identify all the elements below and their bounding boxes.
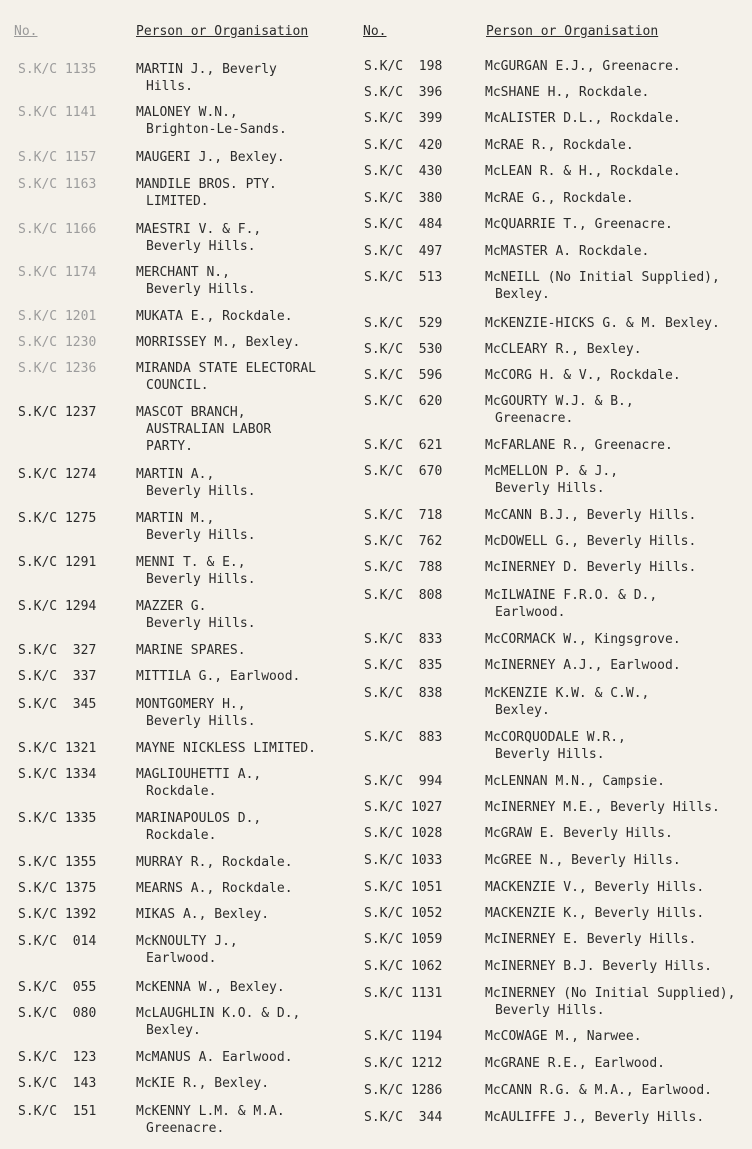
entry-name: McAULIFFE J., Beverly Hills. [485,1110,705,1125]
entry-number: S.K/C 1141 [18,105,97,120]
entry-name: McGREE N., Beverly Hills. [485,853,681,868]
entry-number: S.K/C 808 [364,588,443,603]
entry-name: McINERNEY (No Initial Supplied), [485,986,736,1001]
entry-number: S.K/C 1166 [18,222,97,237]
entry-name: MUKATA E., Rockdale. [136,309,293,324]
entry-name-continued: Beverly Hills. [146,239,256,254]
entry-name-continued: Beverly Hills. [146,714,256,729]
entry-number: S.K/C 151 [18,1104,97,1119]
entry-number: S.K/C 1286 [364,1083,443,1098]
entry-name-continued: Beverly Hills. [495,747,605,762]
entry-name: McCOWAGE M., Narwee. [485,1029,642,1044]
entry-name: MITTILA G., Earlwood. [136,669,301,684]
entry-number: S.K/C 1157 [18,150,97,165]
entry-name: MACKENZIE K., Beverly Hills. [485,906,705,921]
entry-name-continued: Greenacre. [495,411,574,426]
entry-name: McCLEARY R., Bexley. [485,342,642,357]
entry-name: MASCOT BRANCH, [136,405,246,420]
entry-name: McGURGAN E.J., Greenacre. [485,59,681,74]
entry-number: S.K/C 143 [18,1076,97,1091]
entry-name: McCANN R.G. & M.A., Earlwood. [485,1083,712,1098]
entry-name: McKNOULTY J., [136,934,238,949]
entry-name: MONTGOMERY H., [136,697,246,712]
entry-number: S.K/C 1212 [364,1056,443,1071]
left-header-no: No. [14,24,38,39]
entry-number: S.K/C 380 [364,191,443,206]
entry-name: MAZZER G. [136,599,207,614]
entry-name: McNEILL (No Initial Supplied), [485,270,720,285]
entry-number: S.K/C 1028 [364,826,443,841]
entry-name-continued: Beverly Hills. [146,572,256,587]
right-header-no: No. [363,24,387,39]
entry-name: MAESTRI V. & F., [136,222,262,237]
entry-name: McKENNA W., Bexley. [136,980,285,995]
entry-name: McLAUGHLIN K.O. & D., [136,1006,301,1021]
entry-number: S.K/C 1392 [18,907,97,922]
entry-number: S.K/C 1236 [18,361,97,376]
entry-name-continued: Greenacre. [146,1121,225,1136]
entry-number: S.K/C 080 [18,1006,97,1021]
entry-name-continued: Bexley. [146,1023,201,1038]
entry-number: S.K/C 344 [364,1110,443,1125]
entry-name-continued: Bexley. [495,703,550,718]
entry-name-continued: LIMITED. [146,194,209,209]
entry-name: MACKENZIE V., Beverly Hills. [485,880,705,895]
entry-name: McINERNEY B.J. Beverly Hills. [485,959,712,974]
entry-name: McCANN B.J., Beverly Hills. [485,508,697,523]
entry-name-continued: Rockdale. [146,828,217,843]
entry-number: S.K/C 1291 [18,555,97,570]
entry-name-continued: Beverly Hills. [146,528,256,543]
entry-number: S.K/C 1334 [18,767,97,782]
entry-name: McKENZIE-HICKS G. & M. Bexley. [485,316,720,331]
entry-name: McINERNEY E. Beverly Hills. [485,932,697,947]
entry-name: McMELLON P. & J., [485,464,619,479]
entry-number: S.K/C 994 [364,774,443,789]
entry-number: S.K/C 396 [364,85,443,100]
entry-number: S.K/C 718 [364,508,443,523]
entry-name: McMANUS A. Earlwood. [136,1050,293,1065]
entry-name: McKENZIE K.W. & C.W., [485,686,650,701]
entry-number: S.K/C 530 [364,342,443,357]
entry-name-continued: Beverly Hills. [146,484,256,499]
entry-name: MARINAPOULOS D., [136,811,262,826]
entry-name: MIRANDA STATE ELECTORAL [136,361,317,376]
entry-number: S.K/C 497 [364,244,443,259]
entry-name-continued: Brighton-Le-Sands. [146,122,287,137]
entry-number: S.K/C 1321 [18,741,97,756]
entry-number: S.K/C 198 [364,59,443,74]
entry-number: S.K/C 620 [364,394,443,409]
entry-number: S.K/C 345 [18,697,97,712]
entry-name: MORRISSEY M., Bexley. [136,335,301,350]
left-header-person: Person or Organisation [136,24,309,39]
entry-name: MIKAS A., Bexley. [136,907,270,922]
entry-number: S.K/C 327 [18,643,97,658]
entry-number: S.K/C 596 [364,368,443,383]
entry-name-continued: PARTY. [146,439,193,454]
entry-name: MAUGERI J., Bexley. [136,150,285,165]
entry-number: S.K/C 1230 [18,335,97,350]
entry-name: MALONEY W.N., [136,105,238,120]
entry-name: MURRAY R., Rockdale. [136,855,293,870]
entry-name: MEARNS A., Rockdale. [136,881,293,896]
entry-number: S.K/C 430 [364,164,443,179]
entry-name-continued: AUSTRALIAN LABOR [146,422,272,437]
entry-name: MARINE SPARES. [136,643,246,658]
entry-number: S.K/C 420 [364,138,443,153]
entry-number: S.K/C 1275 [18,511,97,526]
entry-number: S.K/C 1274 [18,467,97,482]
entry-number: S.K/C 835 [364,658,443,673]
entry-number: S.K/C 1174 [18,265,97,280]
entry-name: McRAE G., Rockdale. [485,191,634,206]
entry-number: S.K/C 1355 [18,855,97,870]
entry-name: McGRANE R.E., Earlwood. [485,1056,666,1071]
entry-number: S.K/C 1059 [364,932,443,947]
entry-number: S.K/C 1131 [364,986,443,1001]
entry-number: S.K/C 838 [364,686,443,701]
entry-number: S.K/C 014 [18,934,97,949]
entry-name-continued: Earlwood. [146,951,217,966]
entry-name: McINERNEY A.J., Earlwood. [485,658,681,673]
right-header-person: Person or Organisation [486,24,659,39]
entry-number: S.K/C 1163 [18,177,97,192]
entry-name-continued: Beverly Hills. [495,1003,605,1018]
entry-name: MENNI T. & E., [136,555,246,570]
entry-name-continued: Hills. [146,79,193,94]
entry-number: S.K/C 484 [364,217,443,232]
entry-number: S.K/C 762 [364,534,443,549]
entry-name-continued: Beverly Hills. [495,481,605,496]
entry-number: S.K/C 1027 [364,800,443,815]
entry-name: McILWAINE F.R.O. & D., [485,588,658,603]
entry-name: McGRAW E. Beverly Hills. [485,826,673,841]
entry-name-continued: Beverly Hills. [146,282,256,297]
entry-number: S.K/C 1201 [18,309,97,324]
entry-name-continued: Rockdale. [146,784,217,799]
entry-number: S.K/C 1051 [364,880,443,895]
entry-number: S.K/C 621 [364,438,443,453]
entry-number: S.K/C 1375 [18,881,97,896]
entry-name: McINERNEY D. Beverly Hills. [485,560,697,575]
entry-name: MAYNE NICKLESS LIMITED. [136,741,317,756]
entry-name: McCORG H. & V., Rockdale. [485,368,681,383]
entry-number: S.K/C 833 [364,632,443,647]
entry-name: MARTIN M., [136,511,215,526]
entry-name: McMASTER A. Rockdale. [485,244,650,259]
entry-name: McLEAN R. & H., Rockdale. [485,164,681,179]
entry-number: S.K/C 1294 [18,599,97,614]
entry-name: McINERNEY M.E., Beverly Hills. [485,800,720,815]
entry-number: S.K/C 1052 [364,906,443,921]
entry-number: S.K/C 670 [364,464,443,479]
entry-name: MANDILE BROS. PTY. [136,177,277,192]
entry-number: S.K/C 399 [364,111,443,126]
entry-name: McALISTER D.L., Rockdale. [485,111,681,126]
entry-number: S.K/C 513 [364,270,443,285]
entry-number: S.K/C 1135 [18,62,97,77]
entry-name: MARTIN A., [136,467,215,482]
entry-name: McLENNAN M.N., Campsie. [485,774,666,789]
entry-number: S.K/C 055 [18,980,97,995]
entry-name: McDOWELL G., Beverly Hills. [485,534,697,549]
entry-name: McCORQUODALE W.R., [485,730,626,745]
entry-name: MARTIN J., Beverly [136,62,277,77]
entry-number: S.K/C 1237 [18,405,97,420]
entry-number: S.K/C 1033 [364,853,443,868]
entry-number: S.K/C 123 [18,1050,97,1065]
entry-name: MAGLIOUHETTI A., [136,767,262,782]
entry-name: MERCHANT N., [136,265,230,280]
entry-name: McQUARRIE T., Greenacre. [485,217,673,232]
entry-number: S.K/C 1194 [364,1029,443,1044]
entry-name: McKENNY L.M. & M.A. [136,1104,285,1119]
entry-name: McCORMACK W., Kingsgrove. [485,632,681,647]
entry-number: S.K/C 337 [18,669,97,684]
entry-name-continued: Bexley. [495,287,550,302]
entry-name: McRAE R., Rockdale. [485,138,634,153]
entry-number: S.K/C 529 [364,316,443,331]
entry-number: S.K/C 788 [364,560,443,575]
entry-number: S.K/C 1335 [18,811,97,826]
entry-name: McKIE R., Bexley. [136,1076,270,1091]
entry-name-continued: COUNCIL. [146,378,209,393]
entry-number: S.K/C 1062 [364,959,443,974]
entry-number: S.K/C 883 [364,730,443,745]
entry-name: McFARLANE R., Greenacre. [485,438,673,453]
entry-name-continued: Beverly Hills. [146,616,256,631]
entry-name-continued: Earlwood. [495,605,566,620]
entry-name: McSHANE H., Rockdale. [485,85,650,100]
entry-name: McGOURTY W.J. & B., [485,394,634,409]
